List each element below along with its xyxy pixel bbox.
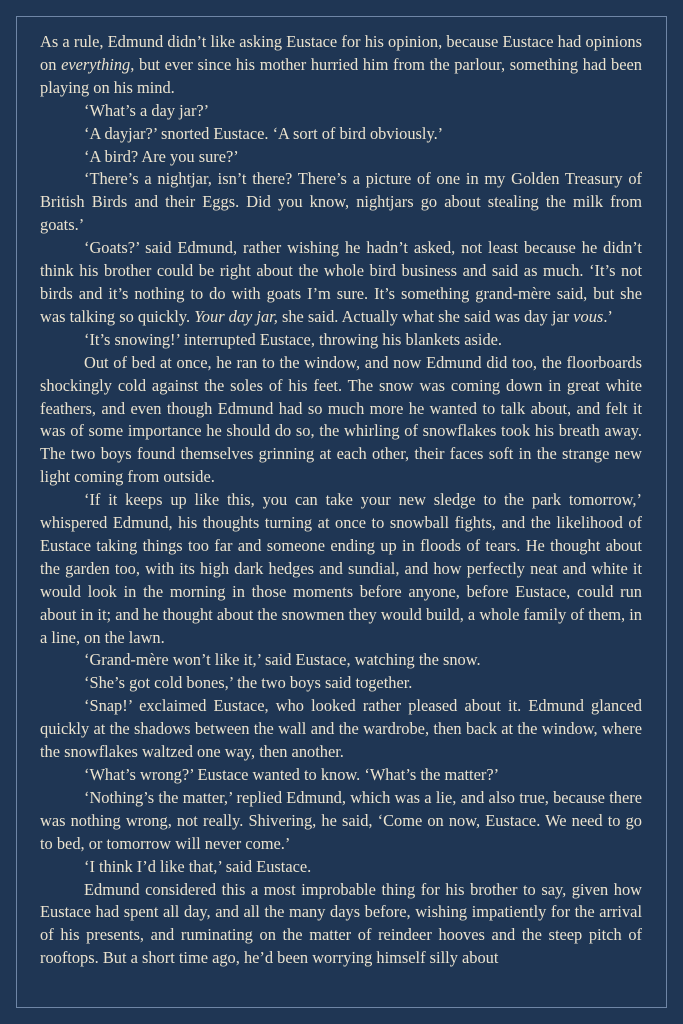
italic-text: vous xyxy=(573,306,604,326)
italic-text: Your day jar, xyxy=(194,306,278,326)
paragraph-text: ‘What’s wrong?’ Eustace wanted to know. ‘What’s the matter?’ xyxy=(84,765,500,784)
story-paragraph xyxy=(40,352,642,489)
story-paragraph xyxy=(40,787,642,856)
story-paragraph xyxy=(40,649,642,672)
paragraph-text: ‘Snap!’ exclaimed Eustace, who looked rather pleased about it. Edmund glanced quickly at the shadows between the wall and the wardrobe, then back at the window, where the snowflakes waltzed one way, then another. xyxy=(40,696,642,762)
story-text xyxy=(40,31,642,970)
paragraph-text: Edmund considered this a most improbable thing for his brother to say, given how Eustace had spent all day, and all the many days before, wishing impatiently for the arrival of his presents, and ruminating on the matter of reindeer hooves and the steep pitch of rooftops. But a short time ago, he’d been worrying himself silly about xyxy=(40,879,642,968)
paragraph-text: Out of bed at once, he ran to the window, and now Edmund did too, the floorboards shockingly cold against the soles of his feet. The snow was coming down in great white feathers, and even though Edmund had so much more he wanted to talk about, and felt it was of some importance he should do so, the whirling of snowflakes took his breath away. The two boys found themselves grinning at each other, their faces soft in the strange new light coming from outside. xyxy=(40,352,642,487)
story-paragraph xyxy=(40,123,642,146)
paragraph-text: ‘There’s a nightjar, isn’t there? There’s a picture of one in my Golden Treasury of British Birds and their Eggs. Did you know, nightjars go about stealing the milk from goats.’ xyxy=(40,169,642,235)
paragraph-text: , but ever since his mother hurried him from the parlour, something had been playing on his mind. xyxy=(40,54,642,97)
story-paragraph xyxy=(40,856,642,879)
paragraph-text: ‘Goats?’ said Edmund, rather wishing he hadn’t asked, not least because he didn’t think his brother could be right about the whole bird business and said as much. ‘It’s not birds and it’s nothing to do with goats I’m sure. It’s something grand-mère said, but she was talking so quickly. xyxy=(40,238,642,326)
story-paragraph xyxy=(40,146,642,169)
italic-text: everything xyxy=(61,54,131,74)
paragraph-text: ‘I think I’d like that,’ said Eustace. xyxy=(84,856,312,876)
story-paragraph xyxy=(40,168,642,237)
paragraph-text: ‘If it keeps up like this, you can take your new sledge to the park tomorrow,’ whispered Edmund, his thoughts turning at once to snowball fights, and the likelihood of Eustace taking things too far and someone ending up in floods of tears. He thought about the garden too, with its high dark hedges and sundial, and how perfectly neat and white it would look in the morning in those moments before anyone, before Eustace, could run about in it; and he thought about the snowmen they would build, a whole family of them, in a line, on the lawn. xyxy=(40,490,642,647)
story-paragraph xyxy=(40,695,642,764)
paragraph-text: ‘What’s a day jar?’ xyxy=(84,100,210,120)
paragraph-text: ‘Nothing’s the matter,’ replied Edmund, which was a lie, and also true, because there was nothing wrong, not really. Shivering, he said, ‘Come on now, Eustace. We need to go to bed, or tomorrow will never come.’ xyxy=(40,787,642,853)
story-paragraph xyxy=(40,31,642,100)
story-paragraph xyxy=(40,672,642,695)
paragraph-text: ‘She’s got cold bones,’ the two boys said together. xyxy=(84,673,413,693)
story-paragraph xyxy=(40,764,642,787)
story-paragraph xyxy=(40,329,642,352)
story-paragraph xyxy=(40,489,642,649)
paragraph-text: As a rule, Edmund didn’t like asking Eustace for his opinion, because Eustace had opinions on xyxy=(40,32,642,74)
story-paragraph xyxy=(40,100,642,123)
paragraph-text: she said. Actually what she said was day jar xyxy=(277,306,574,326)
paragraph-text: ‘Grand-mère won’t like it,’ said Eustace, watching the snow. xyxy=(84,650,481,670)
paragraph-text: ‘A dayjar?’ snorted Eustace. ‘A sort of bird obviously.’ xyxy=(84,123,444,143)
story-paragraph xyxy=(40,237,642,329)
paragraph-text: .’ xyxy=(603,306,613,326)
paragraph-text: ‘A bird? Are you sure?’ xyxy=(84,146,239,166)
story-paragraph xyxy=(40,879,642,971)
paragraph-text: ‘It’s snowing!’ interrupted Eustace, throwing his blankets aside. xyxy=(84,329,503,349)
